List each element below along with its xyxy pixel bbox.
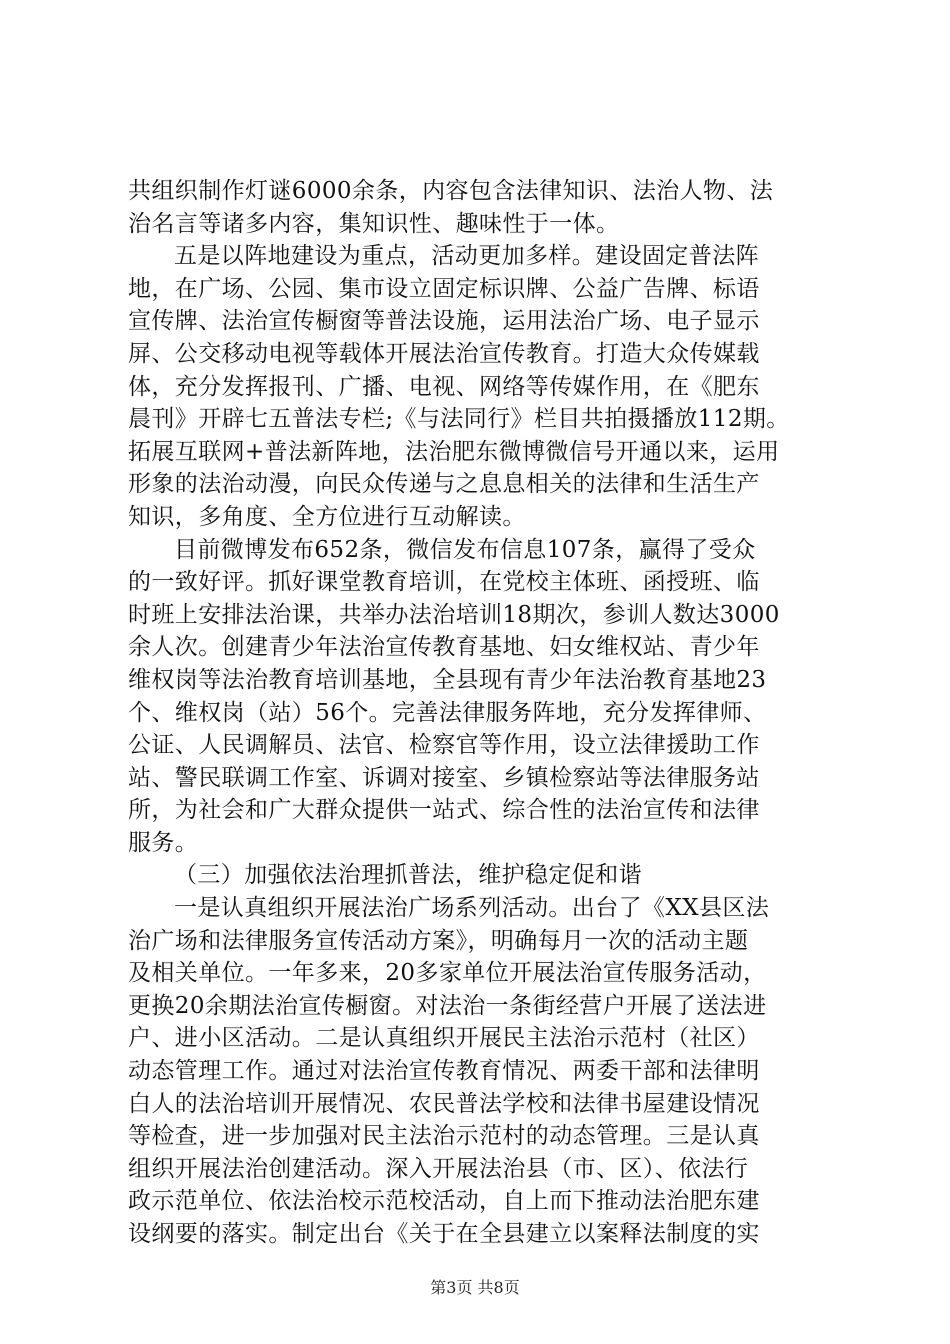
text-line: 体，充分发挥报刊、广播、电视、网络等传媒作用，在《肥东	[128, 373, 760, 400]
text-line: 治名言等诸多内容，集知识性、趣味性于一体。	[128, 210, 620, 237]
text-line: 白人的法治培训开展情况、农民普法学校和法律书屋建设情况	[128, 1090, 760, 1117]
text-line: 维权岗等法治教育培训基地，全县现有青少年法治教育基地23	[128, 666, 767, 693]
text-line: 拓展互联网+普法新阵地，法治肥东微博微信号开通以来，运用	[128, 438, 780, 465]
text-line: （三）加强依法治理抓普法，维护稳定促和谐	[174, 862, 642, 889]
text-line: 等检查，进一步加强对民主法治示范村的动态管理。三是认真	[128, 1123, 760, 1150]
text-line: 五是以阵地建设为重点，活动更加多样。建设固定普法阵	[174, 243, 759, 270]
text-line: 公证、人民调解员、法官、检察官等作用，设立法律援助工作	[128, 732, 760, 759]
text-line: 动态管理工作。通过对法治宣传教育情况、两委干部和法律明	[128, 1058, 760, 1085]
text-line: 所，为社会和广大群众提供一站式、综合性的法治宣传和法律	[128, 797, 760, 824]
text-line: 地，在广场、公园、集市设立固定标识牌、公益广告牌、标语	[128, 275, 760, 302]
text-line: 个、维权岗（站）56个。完善法律服务阵地，充分发挥律师、	[128, 699, 767, 726]
text-line: 站、警民联调工作室、诉调对接室、乡镇检察站等法律服务站	[128, 764, 760, 791]
text-line: 户、进小区活动。二是认真组织开展民主法治示范村（社区）	[128, 1025, 760, 1052]
text-line: 知识，多角度、全方位进行互动解读。	[128, 503, 526, 530]
text-line: 设纲要的落实。制定出台《关于在全县建立以案释法制度的实	[128, 1221, 760, 1247]
text-line: 目前微博发布652条，微信发布信息107条，赢得了受众	[174, 536, 756, 563]
text-line: 晨刊》开辟七五普法专栏;《与法同行》栏目共拍摄播放112期。	[128, 406, 790, 433]
text-line: 政示范单位、依法治校示范校活动，自上而下推动法治肥东建	[128, 1188, 760, 1215]
text-line: 余人次。创建青少年法治宣传教育基地、妇女维权站、青少年	[128, 634, 760, 661]
page-footer: 第3页 共8页	[430, 1278, 520, 1297]
text-line: 服务。	[128, 829, 199, 856]
text-line: 组织开展法治创建活动。深入开展法治县（市、区）、依法行	[128, 1155, 749, 1182]
text-line: 治广场和法律服务宣传活动方案》，明确每月一次的活动主题	[128, 927, 749, 954]
text-line: 形象的法治动漫，向民众传递与之息息相关的法律和生活生产	[128, 471, 760, 498]
document-body	[128, 175, 828, 1251]
text-line: 更换20余期法治宣传橱窗。对法治一条街经营户开展了送法进	[128, 992, 767, 1019]
text-line: 共组织制作灯谜6000余条，内容包含法律知识、法治人物、法	[128, 178, 774, 204]
text-line: 屏、公交移动电视等载体开展法治宣传教育。打造大众传媒载	[128, 340, 760, 367]
text-line: 时班上安排法治课，共举办法治培训18期次，参训人数达3000	[128, 601, 780, 628]
text-line: 的一致好评。抓好课堂教育培训，在党校主体班、函授班、临	[128, 569, 760, 596]
text-line: 一是认真组织开展法治广场系列活动。出台了《XX县区法	[174, 895, 770, 922]
text-line: 及相关单位。一年多来，20多家单位开展法治宣传服务活动，	[128, 960, 767, 987]
text-line: 宣传牌、法治宣传橱窗等普法设施，运用法治广场、电子显示	[128, 308, 760, 335]
